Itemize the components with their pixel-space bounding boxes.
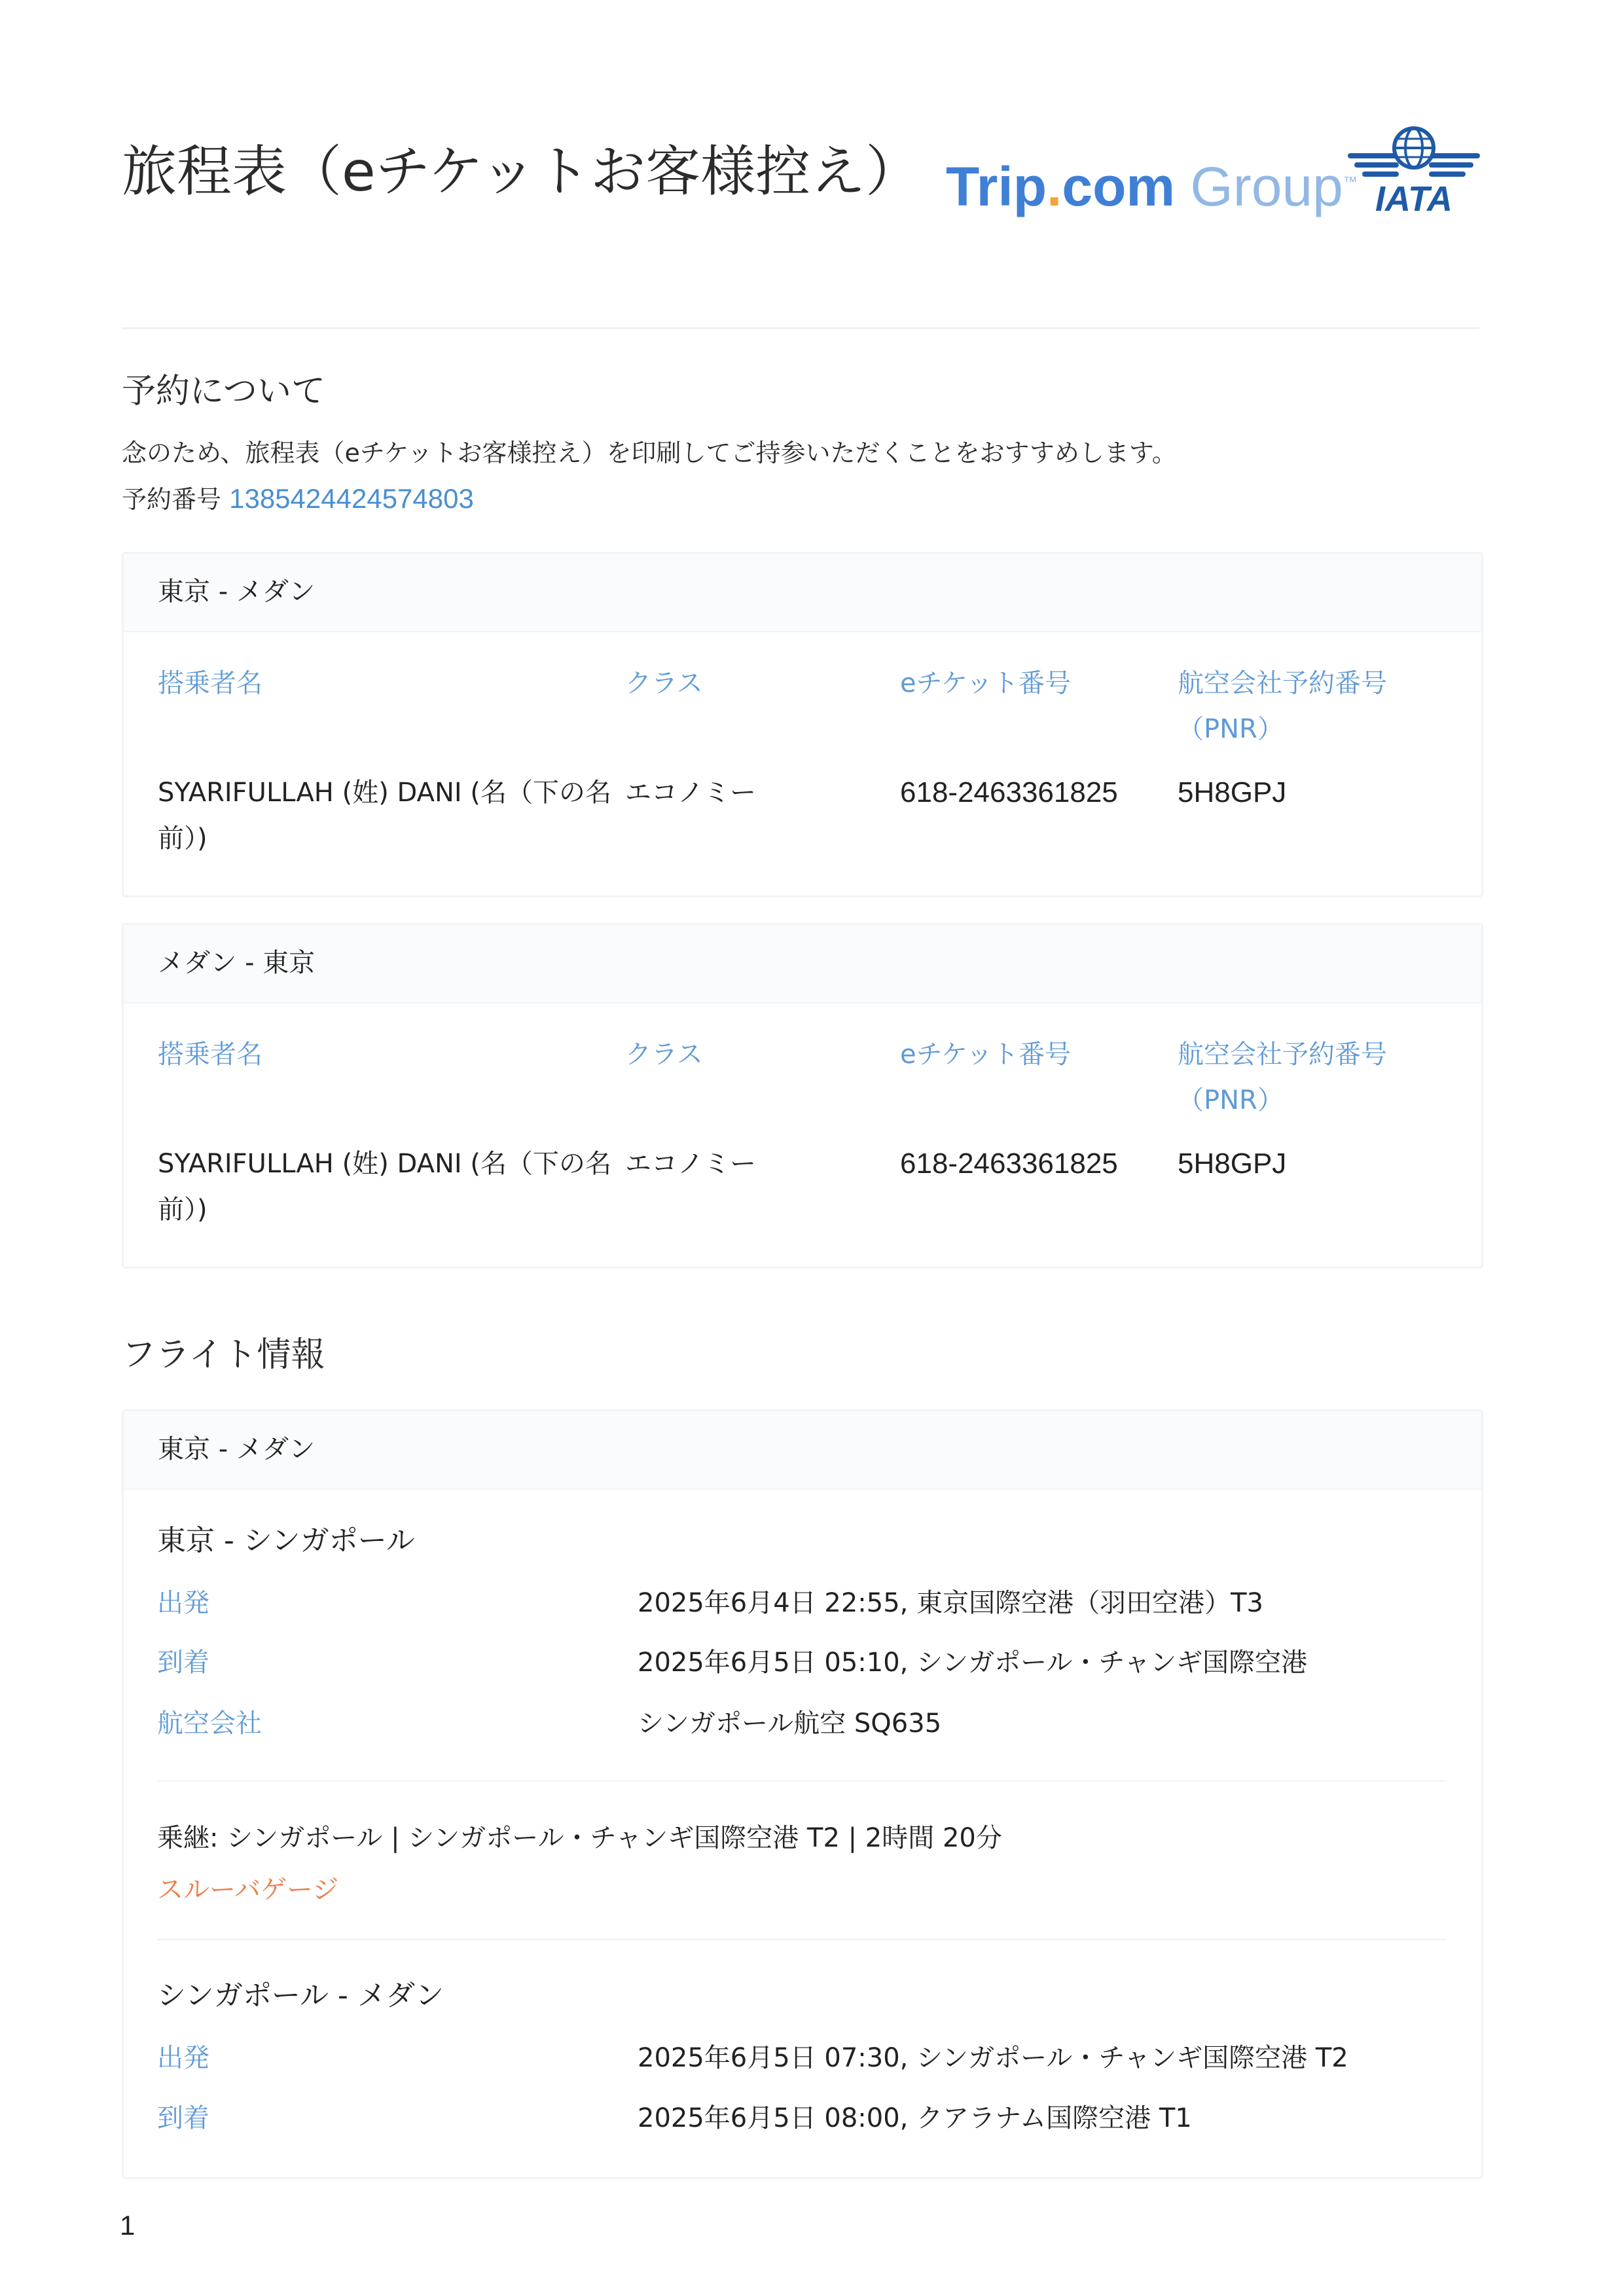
flight-card-header (124, 1411, 1481, 1490)
passenger-name: SYARIFULLAH (姓) DANI (名（下の名前）) (158, 1149, 612, 1225)
pnr-column-header: 航空会社予約番号（PNR） (1178, 668, 1387, 744)
ticket-route: 東京 - メダン (158, 577, 316, 607)
arrival-value: 2025年6月5日 08:00, クアラナム国際空港 T1 (638, 2103, 1192, 2133)
flight-route: 東京 - メダン (158, 1434, 316, 1464)
eticket-column-header: eチケット番号 (900, 668, 1072, 698)
departure-label: 出発 (157, 1588, 209, 1618)
iata-globe-icon (1345, 124, 1483, 216)
page-number: 1 (120, 2210, 135, 2241)
ticket-card-outbound (122, 552, 1483, 897)
booking-number-link[interactable]: 1385424424574803 (229, 483, 474, 514)
print-note: 念のため、旅程表（eチケットお客様控え）を印刷してご持参いただくことをおすすめします。 (122, 439, 1177, 467)
pnr-code: 5H8GPJ (1178, 776, 1287, 808)
logo-com-word: com (1062, 156, 1176, 217)
logo-dot: . (1047, 156, 1062, 217)
ticket-card-header (124, 925, 1481, 1003)
departure-value: 2025年6月4日 22:55, 東京国際空港（羽田空港）T3 (638, 1588, 1263, 1618)
segment-divider (157, 1939, 1447, 1940)
passenger-column-header: 搭乗者名 (158, 668, 262, 698)
departure-label: 出発 (157, 2043, 209, 2073)
transfer-info: 乗継: シンガポール | シンガポール・チャンギ国際空港 T2 | 2時間 20分 (157, 1823, 1002, 1853)
pnr-code: 5H8GPJ (1178, 1148, 1287, 1180)
iata-logo (1345, 124, 1483, 216)
booking-number-line (122, 480, 474, 518)
iata-logo-text: IATA (1375, 179, 1453, 216)
flight-info-heading: フライト情報 (122, 1335, 325, 1375)
page-title: 旅程表（eチケットお客様控え） (122, 139, 921, 204)
airline-value: シンガポール航空 SQ635 (638, 1708, 942, 1739)
class-column-header: クラス (625, 1039, 703, 1070)
passenger-column-header: 搭乗者名 (158, 1039, 262, 1070)
segment-divider (157, 1780, 1447, 1782)
trip-com-group-logo (946, 149, 1358, 219)
departure-value: 2025年6月5日 07:30, シンガポール・チャンギ国際空港 T2 (638, 2043, 1348, 2073)
class-column-header: クラス (625, 668, 703, 698)
arrival-value: 2025年6月5日 05:10, シンガポール・チャンギ国際空港 (638, 1648, 1308, 1678)
eticket-number: 618-2463361825 (900, 776, 1118, 808)
pnr-column-header: 航空会社予約番号（PNR） (1178, 1039, 1387, 1115)
passenger-name: SYARIFULLAH (姓) DANI (名（下の名前）) (158, 778, 612, 854)
arrival-label: 到着 (157, 1648, 209, 1678)
segment-title: シンガポール - メダン (157, 1979, 444, 2012)
arrival-label: 到着 (157, 2103, 209, 2133)
eticket-column-header: eチケット番号 (900, 1039, 1072, 1070)
travel-class: エコノミー (625, 1149, 756, 1179)
booking-heading: 予約について (122, 372, 325, 411)
airline-label: 航空会社 (157, 1708, 262, 1739)
travel-class: エコノミー (625, 778, 756, 808)
booking-number-label: 予約番号 (122, 485, 222, 514)
logo-trip-word: Trip (946, 156, 1047, 217)
segment-title: 東京 - シンガポール (157, 1524, 415, 1557)
eticket-number: 618-2463361825 (900, 1148, 1118, 1180)
ticket-card-header (124, 554, 1481, 632)
through-baggage-note: スルーバゲージ (157, 1875, 339, 1905)
ticket-route: メダン - 東京 (158, 948, 316, 978)
ticket-card-return (122, 923, 1483, 1269)
header-divider (122, 327, 1479, 329)
logo-tm: ™ (1343, 173, 1358, 190)
logo-group-word: Group (1175, 156, 1343, 217)
